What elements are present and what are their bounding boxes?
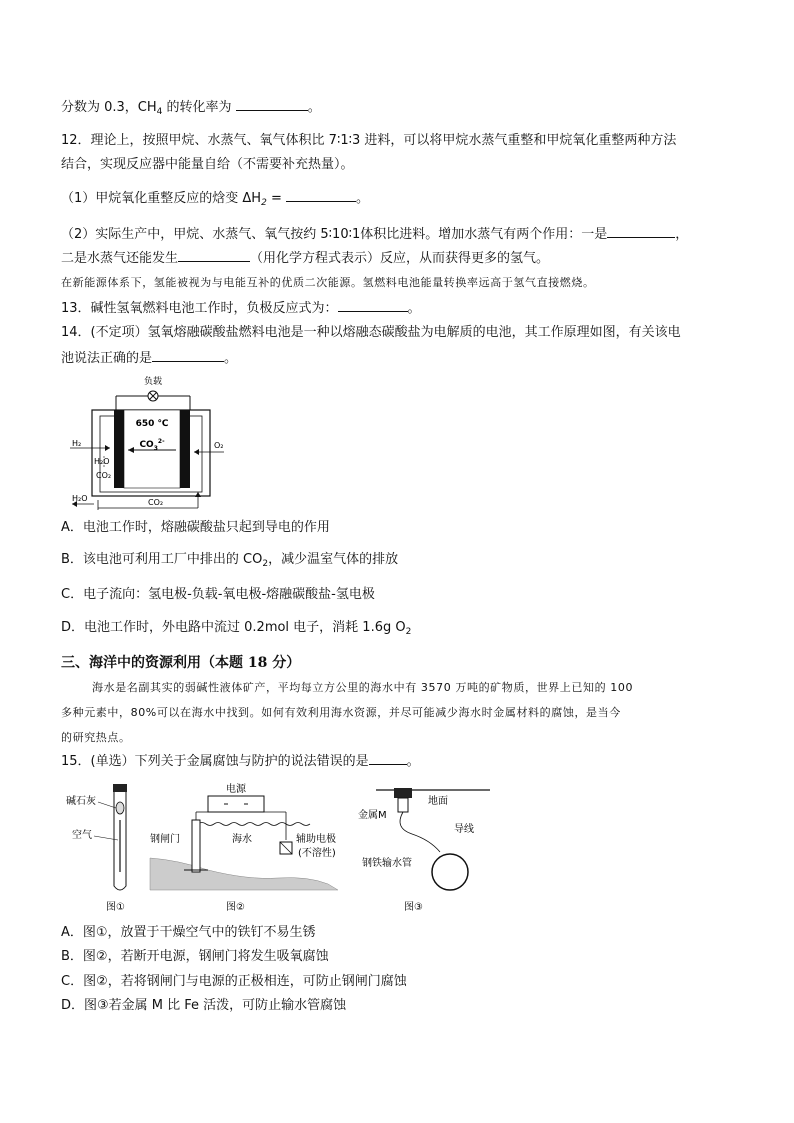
figure-3-caption: 图③	[404, 902, 423, 913]
question-12-part1: （1）甲烷氧化重整反应的焓变 $\Delta H_2$ = 。	[61, 191, 369, 208]
fuel-cell-diagram	[64, 372, 234, 514]
wire	[400, 812, 440, 852]
q15-option-a[interactable]: A．图①，放置于干燥空气中的铁钉不易生锈	[61, 925, 316, 940]
soda-lime-label: 碱石灰	[66, 796, 96, 807]
aux-electrode-label: 辅助电极	[296, 834, 336, 845]
load-label: 负载	[143, 377, 163, 387]
metal-m-label: 金属M	[358, 810, 387, 821]
figure-1-test-tube	[64, 780, 144, 915]
ground-label: 地面	[428, 796, 448, 807]
co2-recycle-label: CO₂	[148, 498, 164, 507]
section-3-title: 三、海洋中的资源利用（本题 18 分）	[61, 655, 301, 671]
answer-blank[interactable]	[369, 752, 407, 765]
sea-intro-line3: 的研究热点。	[61, 731, 131, 744]
figure-2-steel-gate	[148, 780, 354, 915]
carbonate-label: $CO_3^{2-}$	[139, 438, 165, 452]
sea-intro-line2: 多种元素中，80%可以在海水中找到。如何有效利用海水资源，并尽可能减少海水时金属材料的腐蚀，是当今	[61, 706, 621, 719]
q14-option-d[interactable]: D．电池工作时，外电路中流过 0.2mol 电子，消耗 1.6g $O_2$	[61, 620, 412, 637]
metal-m-block	[394, 788, 412, 798]
power-label: 电源	[226, 784, 246, 795]
seawater-label: 海水	[232, 834, 252, 845]
question-12-part2-line1: （2）实际生产中，甲烷、水蒸气、氧气按约 5∶10∶1体积比进料。增加水蒸气有两个作用：一是 ，	[61, 227, 689, 242]
pipe-label: 钢铁输水管	[362, 858, 412, 869]
continued-line: 分数为 0.3，$CH_4$ 的转化率为 。	[61, 100, 321, 117]
hydrogen-intro: 在新能源体系下，氢能被视为与电能互补的优质二次能源。氢燃料电池能量转换率远高于氢气直接燃烧。	[61, 276, 595, 289]
anode	[114, 410, 124, 488]
h2-label: H₂	[72, 439, 82, 448]
question-15: 15．(单选）下列关于金属腐蚀与防护的说法错误的是 。	[61, 754, 420, 769]
q15-option-c[interactable]: C．图②，若将钢闸门与电源的正极相连，可防止钢闸门腐蚀	[61, 974, 407, 989]
power-source	[208, 796, 264, 812]
steel-gate-label: 钢闸门	[150, 834, 180, 845]
answer-blank[interactable]	[178, 249, 250, 262]
steel-pipe	[432, 854, 468, 890]
q14-option-a[interactable]: A．电池工作时，熔融碳酸盐只起到导电的作用	[61, 520, 330, 535]
temp-label: 650 ℃	[135, 419, 169, 429]
answer-blank[interactable]	[152, 349, 224, 362]
co2-label: CO₂	[96, 471, 112, 480]
figure-3-water-pipe	[356, 780, 492, 915]
o2-label: O₂	[214, 441, 224, 450]
question-12-line1: 12．理论上，按照甲烷、水蒸气、氧气体积比 7∶1∶3 进料，可以将甲烷水蒸气重整和甲烷氧化重整两种方法	[61, 133, 677, 148]
wire-label: 导线	[454, 824, 474, 835]
answer-blank[interactable]	[338, 299, 408, 312]
h2o-label: H₂O	[94, 457, 110, 466]
sea-intro-line1: 海水是名副其实的弱碱性液体矿产，平均每立方公里的海水中有 3570 万吨的矿物质，世界上已知的 100	[92, 681, 634, 694]
aux-insoluble-label: (不溶性)	[298, 848, 336, 859]
air-label: 空气	[72, 830, 92, 841]
answer-blank[interactable]	[607, 225, 675, 238]
h2o-out-label: H₂O	[72, 494, 88, 503]
figure-1-caption: 图①	[106, 902, 125, 913]
question-12-part2-line2: 二是水蒸气还能发生 （用化学方程式表示）反应，从而获得更多的氢气。	[61, 251, 550, 266]
q14-option-c[interactable]: C．电子流向：氢电极-负载-氧电极-熔融碳酸盐-氢电极	[61, 587, 375, 602]
question-12-line2: 结合，实现反应器中能量自给（不需要补充热量）。	[61, 157, 354, 172]
figure-2-caption: 图②	[226, 902, 245, 913]
question-13: 13．碱性氢氧燃料电池工作时，负极反应式为： 。	[61, 301, 421, 316]
question-14-line2: 池说法正确的是 。	[61, 351, 238, 366]
q15-option-b[interactable]: B．图②，若断开电源，钢闸门将发生吸氧腐蚀	[61, 949, 329, 964]
cathode	[180, 410, 190, 488]
q14-option-b[interactable]: B．该电池可利用工厂中排出的 $CO_2$，减少温室气体的排放	[61, 552, 399, 569]
q15-option-d[interactable]: D．图③若金属 M 比 Fe 活泼，可防止输水管腐蚀	[61, 998, 347, 1013]
answer-blank[interactable]	[236, 98, 308, 111]
answer-blank[interactable]	[286, 189, 356, 202]
steel-gate	[192, 820, 200, 872]
question-14-line1: 14．(不定项）氢氧熔融碳酸盐燃料电池是一种以熔融态碳酸盐为电解质的电池，其工作原理如图，有关该电	[61, 325, 681, 340]
